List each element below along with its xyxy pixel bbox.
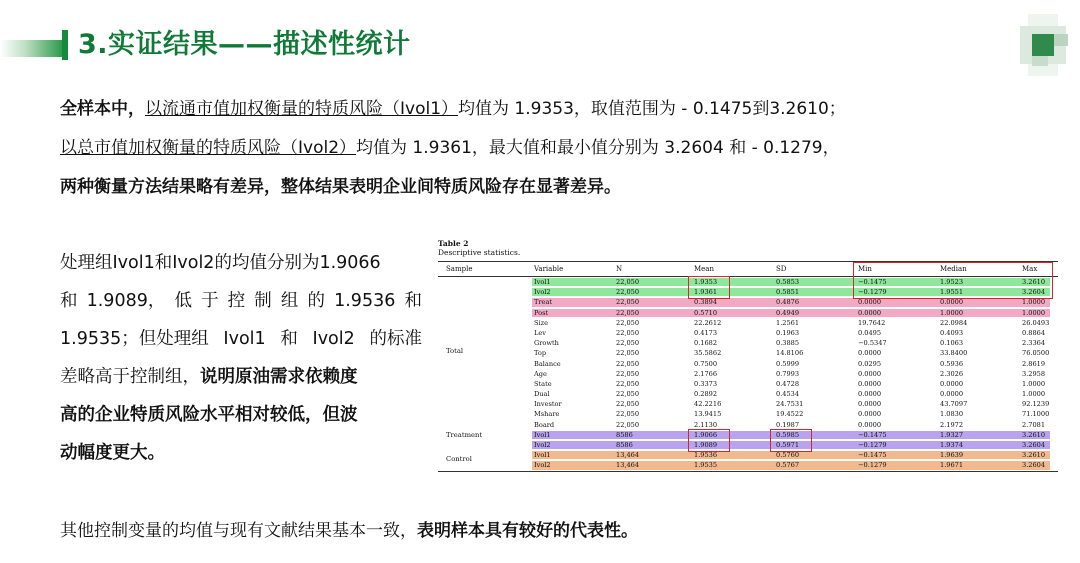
- table-row: [438, 379, 1058, 389]
- p1-ivol1-stats: 均值为 1.9353，取值范围为 - 0.1475到3.2610；: [458, 99, 846, 119]
- cell-sd: 0.4876: [776, 298, 800, 307]
- l2-word: 1.9536: [334, 291, 396, 311]
- slide-title: 3.实证结果——描述性统计: [78, 29, 411, 60]
- cell-min: 0.0495: [858, 328, 882, 337]
- cell-n: 22,050: [616, 288, 640, 297]
- cell-max: 26.0493: [1022, 318, 1050, 327]
- cell-min: 0.0000: [858, 390, 882, 399]
- cell-max: 1.0000: [1022, 298, 1046, 307]
- cell-max: 76.0500: [1022, 349, 1050, 358]
- cell-mean: 2.1766: [694, 369, 718, 378]
- cell-var: State: [534, 379, 552, 388]
- table-caption: Descriptive statistics.: [438, 248, 521, 257]
- table-row: [438, 348, 1058, 358]
- cell-med: 0.0000: [940, 390, 964, 399]
- cell-med: 1.0000: [940, 308, 964, 317]
- cell-med: 0.1063: [940, 339, 964, 348]
- cell-med: 1.9327: [940, 430, 964, 439]
- l2-word: 于: [201, 291, 219, 311]
- table-row: [438, 430, 1058, 440]
- cell-var: Investor: [534, 400, 562, 409]
- table-row: [438, 399, 1058, 409]
- cell-med: 1.0830: [940, 410, 964, 419]
- highlight-box-total-mean: [688, 276, 730, 299]
- cell-n: 22,050: [616, 278, 640, 286]
- cell-var: Growth: [534, 339, 559, 348]
- table-row: [438, 409, 1058, 419]
- descriptive-stats-table: [438, 239, 1058, 472]
- table-label: Table 2: [438, 239, 469, 248]
- cell-var: Age: [534, 369, 547, 378]
- cell-var: Ivol2: [534, 461, 551, 470]
- cell-mean: 35.5862: [694, 349, 722, 358]
- cell-n: 22,050: [616, 339, 640, 348]
- p1-conclusion: 两种衡量方法结果略有差异，整体结果表明企业间特质风险存在显著差异。: [60, 177, 621, 197]
- cell-n: 22,050: [616, 308, 640, 317]
- cell-max: 3.2958: [1022, 369, 1046, 378]
- bottom-conclusion-b: 表明样本具有较好的代表性。: [417, 521, 638, 541]
- cell-n: 8586: [616, 430, 633, 439]
- cell-min: −0.1279: [858, 441, 887, 449]
- header-sd: SD: [776, 265, 787, 273]
- cell-sd: 0.5971: [776, 441, 800, 449]
- cell-min: 0.0000: [858, 400, 882, 409]
- header-med: Median: [940, 265, 967, 273]
- group-comparison-paragraph: [60, 244, 422, 472]
- cell-sd: 19.4522: [776, 410, 804, 419]
- cell-sd: 0.5767: [776, 461, 800, 470]
- cell-max: 2.7081: [1022, 420, 1046, 429]
- cell-min: −0.1475: [858, 430, 887, 439]
- cell-min: 0.0295: [858, 359, 882, 368]
- cell-n: 22,050: [616, 400, 640, 409]
- cell-min: −0.1475: [858, 278, 887, 286]
- title-accent-gradient: [0, 40, 62, 57]
- cell-max: 3.2604: [1022, 441, 1046, 449]
- l2-word: 低: [174, 291, 192, 311]
- l2-word: 组: [280, 291, 299, 311]
- table-row: [438, 450, 1058, 460]
- highlight-box-treat-sd: [770, 429, 812, 452]
- cell-mean: 13.9415: [694, 410, 722, 419]
- cell-sd: 0.4728: [776, 379, 800, 388]
- header-min: Min: [858, 265, 872, 273]
- cell-var: Lev: [534, 328, 547, 337]
- cell-mean: 1.9536: [694, 451, 718, 460]
- p1-ivol2-def: 以总市值加权衡量的特质风险（Ivol2）: [60, 138, 357, 158]
- group-label-total: Total: [446, 347, 464, 356]
- header-n: N: [616, 265, 623, 273]
- highlight-box-treat-mean: [688, 429, 730, 452]
- cell-sd: 0.1987: [776, 420, 800, 429]
- cell-med: 0.0000: [940, 379, 964, 388]
- cell-n: 22,050: [616, 318, 640, 327]
- l2-word: 和: [404, 291, 422, 311]
- cell-sd: 0.4534: [776, 390, 800, 399]
- header-sample: Sample: [446, 265, 473, 273]
- cell-min: 0.0000: [858, 308, 882, 317]
- cell-mean: 1.9089: [694, 441, 718, 449]
- cell-n: 22,050: [616, 349, 640, 358]
- cell-max: 3.2610: [1022, 278, 1046, 286]
- cell-med: 43.7097: [940, 400, 968, 409]
- cell-sd: 0.5853: [776, 278, 800, 286]
- cell-n: 22,050: [616, 410, 640, 419]
- group-label-treatment: Treatment: [446, 431, 483, 439]
- cell-var: Ivol1: [534, 430, 551, 439]
- l3-word: 和: [280, 329, 298, 349]
- p1-ivol2-stats: 均值为 1.9361，最大值和最小值分别为 3.2604 和 - 0.1279，: [356, 138, 840, 158]
- cell-max: 3.2604: [1022, 461, 1046, 470]
- cell-med: 1.9639: [940, 451, 964, 460]
- cell-max: 1.0000: [1022, 390, 1046, 399]
- table-body: [438, 261, 1058, 472]
- table-row: [438, 389, 1058, 399]
- cell-var: Mshare: [534, 410, 560, 419]
- table-row: [438, 420, 1058, 430]
- cell-min: 0.0000: [858, 369, 882, 378]
- cell-max: 71.1000: [1022, 410, 1050, 419]
- cell-mean: 0.3373: [694, 379, 718, 388]
- lp-line-6: 动幅度更大。: [60, 443, 165, 463]
- cell-n: 22,050: [616, 390, 640, 399]
- cell-mean: 0.2892: [694, 390, 718, 399]
- cell-var: Top: [534, 349, 547, 358]
- cell-mean: 0.7500: [694, 359, 718, 368]
- cell-med: 0.5936: [940, 359, 964, 368]
- p1-ivol1-def: 以流通市值加权衡量的特质风险（Ivol1）: [145, 99, 459, 119]
- cell-sd: 14.8106: [776, 349, 804, 358]
- cell-max: 3.2610: [1022, 430, 1046, 439]
- cell-mean: 0.4173: [694, 328, 718, 337]
- cell-max: 0.8864: [1022, 328, 1046, 337]
- cell-sd: 1.2561: [776, 318, 800, 327]
- cell-mean: 1.9353: [694, 278, 718, 286]
- cell-n: 22,050: [616, 379, 640, 388]
- cell-mean: 0.1682: [694, 339, 718, 348]
- cell-med: 2.3026: [940, 369, 964, 378]
- cell-n: 22,050: [616, 369, 640, 378]
- cell-min: 0.0000: [858, 379, 882, 388]
- cell-med: 1.9551: [940, 288, 964, 297]
- lp-line-4: [60, 358, 422, 396]
- p1-lead: 全样本中，: [60, 99, 145, 119]
- lp-line-5: 高的企业特质风险水平相对较低，但波: [60, 405, 358, 425]
- l3-word: Ivol1: [223, 329, 266, 349]
- header-max: Max: [1022, 265, 1038, 273]
- cell-med: 1.9374: [940, 441, 964, 449]
- l3-word: 1.9535；但处理组: [60, 329, 209, 349]
- l3-word: 的标准: [369, 329, 422, 349]
- cell-med: 0.4093: [940, 328, 964, 337]
- lp-line-4b: 说明原油需求依赖度: [200, 367, 358, 387]
- cell-mean: 1.9361: [694, 288, 718, 297]
- group-label-control: Control: [446, 455, 472, 464]
- cell-sd: 0.7993: [776, 369, 800, 378]
- table-row: [438, 308, 1058, 318]
- l2-word: 的: [307, 291, 325, 311]
- cell-n: 22,050: [616, 420, 640, 429]
- cell-min: −0.1475: [858, 451, 887, 460]
- cell-max: 92.1239: [1022, 400, 1050, 409]
- cell-var: Ivol2: [534, 288, 551, 297]
- table-rows: [438, 277, 1058, 471]
- cell-mean: 2.1130: [694, 420, 718, 429]
- cell-n: 22,050: [616, 298, 640, 307]
- cell-min: 0.0000: [858, 298, 882, 307]
- cell-min: −0.1279: [858, 461, 887, 470]
- cell-min: 0.0000: [858, 420, 882, 429]
- cell-sd: 0.5851: [776, 288, 800, 297]
- bottom-conclusion: [60, 516, 638, 541]
- cell-mean: 22.2612: [694, 318, 722, 327]
- cell-n: 13,464: [616, 451, 640, 460]
- cell-var: Ivol1: [534, 278, 551, 286]
- cell-min: −0.5347: [858, 339, 887, 348]
- cell-mean: 0.5710: [694, 308, 718, 317]
- l2-word: 制: [254, 291, 272, 311]
- cell-var: Treat: [534, 298, 553, 307]
- header-mean: Mean: [694, 265, 714, 273]
- cell-sd: 0.4949: [776, 308, 800, 317]
- cell-max: 2.8619: [1022, 359, 1046, 368]
- lp-line-2: [60, 282, 422, 320]
- cell-n: 13,464: [616, 461, 640, 470]
- cell-min: −0.1279: [858, 288, 887, 297]
- l2-word: 和: [60, 291, 78, 311]
- l2-word: 控: [227, 291, 246, 311]
- l3-word: Ivol2: [312, 329, 355, 349]
- cell-var: Balance: [534, 359, 561, 368]
- cell-sd: 24.7531: [776, 400, 804, 409]
- cell-max: 1.0000: [1022, 308, 1046, 317]
- table-row: [438, 328, 1058, 338]
- cell-n: 22,050: [616, 328, 640, 337]
- cell-var: Ivol2: [534, 441, 551, 449]
- cell-mean: 1.9535: [694, 461, 718, 470]
- l2-word: 1.9089，: [86, 291, 166, 311]
- cell-med: 33.8400: [940, 349, 968, 358]
- cell-var: Dual: [534, 390, 550, 399]
- cell-med: 1.9523: [940, 278, 964, 286]
- cell-min: 0.0000: [858, 410, 882, 419]
- summary-paragraph: [60, 90, 846, 207]
- table-row: [438, 338, 1058, 348]
- cell-var: Board: [534, 420, 555, 429]
- table-row: [438, 318, 1058, 328]
- cell-sd: 0.5760: [776, 451, 800, 460]
- cell-mean: 1.9066: [694, 430, 718, 439]
- cell-max: 2.3364: [1022, 339, 1046, 348]
- cell-min: 0.0000: [858, 349, 882, 358]
- cell-med: 1.9671: [940, 461, 964, 470]
- corner-decoration: [1002, 10, 1080, 80]
- cell-max: 3.2604: [1022, 288, 1046, 297]
- cell-min: 19.7642: [858, 318, 886, 327]
- cell-sd: 0.1963: [776, 328, 800, 337]
- lp-line-3: [60, 320, 422, 358]
- highlight-box-total-min-max: [853, 262, 1053, 299]
- cell-var: Size: [534, 318, 549, 327]
- cell-med: 22.0984: [940, 318, 968, 327]
- cell-var: Post: [534, 308, 549, 317]
- cell-sd: 0.3885: [776, 339, 800, 348]
- cell-n: 8586: [616, 441, 633, 449]
- table-row: [438, 369, 1058, 379]
- cell-mean: 0.3894: [694, 298, 718, 307]
- table-row: [438, 359, 1058, 369]
- cell-max: 3.2610: [1022, 451, 1046, 460]
- table-row: [438, 460, 1058, 470]
- cell-mean: 42.2216: [694, 400, 722, 409]
- title-accent-block: [62, 30, 68, 60]
- bottom-conclusion-a: 其他控制变量的均值与现有文献结果基本一致，: [60, 521, 417, 541]
- lp-line-1: 处理组Ivol1和Ivol2的均值分别为1.9066: [60, 253, 381, 273]
- cell-n: 22,050: [616, 359, 640, 368]
- header-var: Variable: [534, 265, 564, 273]
- cell-max: 1.0000: [1022, 379, 1046, 388]
- cell-sd: 0.5999: [776, 359, 800, 368]
- table-row: [438, 440, 1058, 450]
- lp-line-4a: 差略高于控制组，: [60, 367, 200, 387]
- cell-med: 2.1972: [940, 420, 964, 429]
- cell-sd: 0.5985: [776, 430, 800, 439]
- cell-med: 0.0000: [940, 298, 964, 307]
- cell-var: Ivol1: [534, 451, 551, 460]
